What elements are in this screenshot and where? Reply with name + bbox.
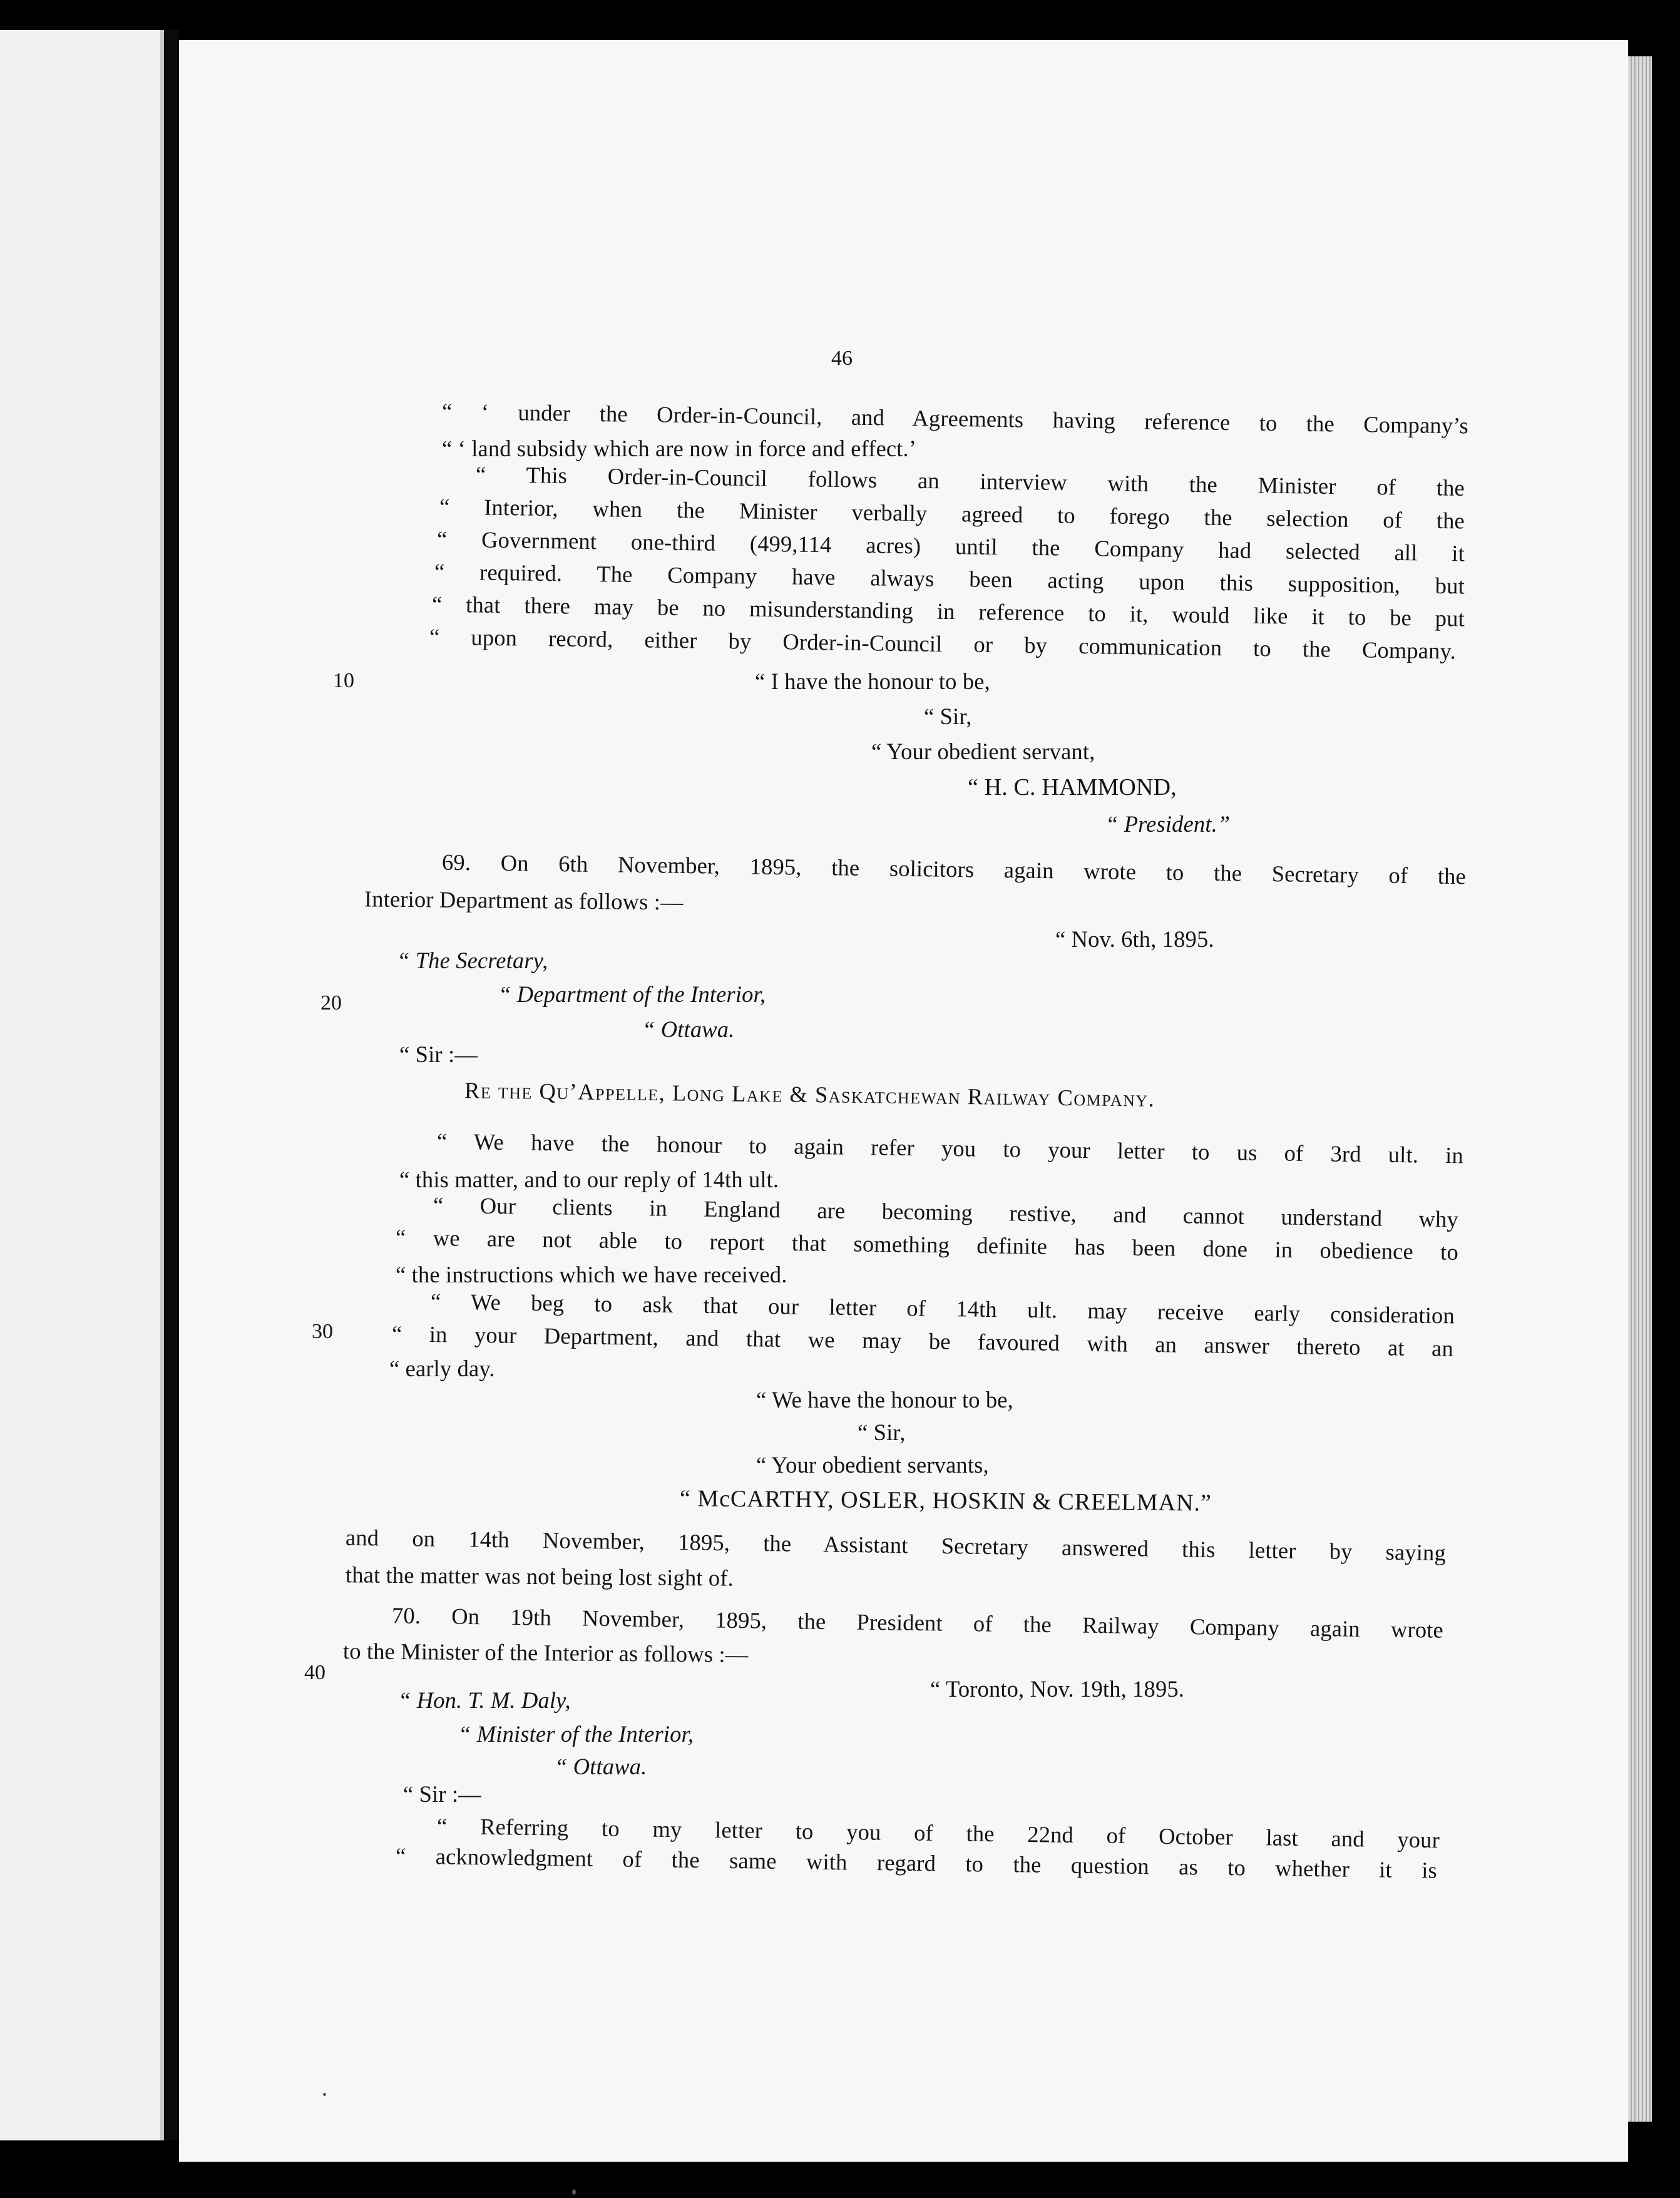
text-line: “ ‘ under the Order-in-Council, and Agreements having reference to the Company’s [441,398,1469,439]
closing-line: “ We have the honour to be, [756,1387,1013,1413]
paragraph-70-line: to the Minister of the Interior as follows :— [342,1638,749,1667]
subject-heading: Re the Qu’Appelle, Long Lake & Saskatchewan Railway Company. [464,1077,1155,1112]
paragraph-line: that the matter was not being lost sight of. [345,1562,734,1591]
closing-line: “ Your obedient servant, [871,739,1095,764]
letter-date: “ Nov. 6th, 1895. [1055,926,1214,952]
letter-body-line: “ this matter, and to our reply of 14th ult. [399,1167,779,1192]
line-number-40: 40 [304,1661,325,1684]
letter-body-line: “ Our clients in England are becoming restive, and cannot understand why [433,1192,1459,1232]
page-stack-edges [1628,56,1652,2122]
text-line: “ Interior, when the Minister verbally agreed to forego the selection of the [439,493,1465,534]
signature-name: “ McCARTHY, OSLER, HOSKIN & CREELMAN.” [679,1485,1212,1516]
page-number: 46 [831,347,853,370]
salutation: “ Sir :— [403,1781,481,1807]
addressee-line: “ Department of the Interior, [498,981,766,1007]
scan-speck [323,2093,326,2096]
letter-body-line: “ we are not able to report that something definite has been done in obedience to [395,1224,1459,1265]
signature-title: “ President.” [1105,811,1231,837]
addressee-line: “ The Secretary, [397,948,548,973]
text-line: “ ‘ land subsidy which are now in force and effect.’ [442,436,917,461]
paragraph-69-line: Interior Department as follows :— [364,886,684,915]
closing-line: “ Sir, [858,1419,906,1445]
closing-line: “ I have the honour to be, [755,668,990,694]
letter-body-line: “ the instructions which we have received. [396,1262,787,1287]
line-number-10: 10 [333,669,354,692]
letter-body-line: “ early day. [389,1356,495,1381]
letter-body-line: “ in your Department, and that we may be favoured with an answer thereto at an [391,1321,1454,1361]
closing-line: “ Your obedient servants, [756,1452,989,1478]
salutation: “ Sir :— [399,1041,478,1067]
document-page [179,40,1628,2162]
scan-speck [572,2189,576,2195]
paragraph-line: and on 14th November, 1895, the Assistant Secretary answered this letter by saying [345,1524,1447,1566]
text-line: “ Government one-third (499,114 acres) until the Company had selected all it [436,526,1465,566]
addressee-line: “ Ottawa. [555,1754,647,1779]
letter-body-line: “ We beg to ask that our letter of 14th ult. may receive early consideration [430,1288,1455,1329]
addressee-line: “ Hon. T. M. Daly, [398,1687,571,1713]
addressee-line: “ Minister of the Interior, [458,1721,694,1747]
signature-name: “ H. C. HAMMOND, [968,774,1177,800]
line-number-30: 30 [312,1320,333,1343]
letter-body-line: “ Referring to my letter to you of the 22nd of October last and your [436,1812,1440,1853]
facing-page-edge [0,30,164,2140]
letter-body-line: “ acknowledgment of the same with regard to the question as to whether it is [395,1843,1438,1883]
letter-body-line: “ We have the honour to again refer you to your letter to us of 3rd ult. in [436,1128,1464,1168]
paragraph-69-line: 69. On 6th November, 1895, the solicitors again wrote to the Secretary of the [441,849,1467,889]
letter-date: “ Toronto, Nov. 19th, 1895. [930,1676,1185,1702]
text-line: “ upon record, either by Order-in-Council or by communication to the Company. [429,623,1457,664]
text-line: “ that there may be no misunderstanding in reference to it, would like it to be put [431,591,1465,631]
text-line: “ This Order-in-Council follows an interview with the Minister of the [475,461,1465,501]
closing-line: “ Sir, [924,703,972,729]
book-gutter [164,30,179,2140]
paragraph-70-line: 70. On 19th November, 1895, the President of the Railway Company again wrote [391,1602,1444,1643]
line-number-20: 20 [320,991,342,1015]
addressee-line: “ Ottawa. [642,1016,735,1042]
text-line: “ required. The Company have always been acting upon this supposition, but [434,558,1465,599]
